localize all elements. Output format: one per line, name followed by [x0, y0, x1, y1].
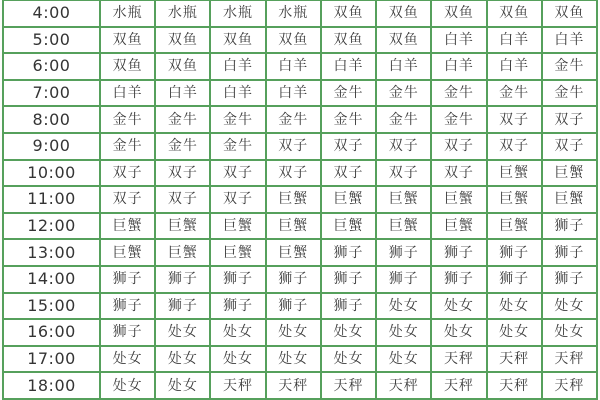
- time-cell: 12:00: [27, 216, 76, 236]
- zodiac-sign-cell: 处女: [320, 320, 375, 345]
- zodiac-sign-cell: 水瓶: [99, 1, 154, 26]
- zodiac-sign-cell: 白羊: [486, 28, 541, 53]
- zodiac-sign-cell: 金牛: [265, 107, 320, 132]
- zodiac-sign-cell: 处女: [265, 320, 320, 345]
- zodiac-sign-cell: 双鱼: [320, 28, 375, 53]
- zodiac-sign-cell: 巨蟹: [265, 187, 320, 212]
- zodiac-sign-cell: 水瓶: [209, 1, 264, 26]
- table-row: [4, 1, 596, 26]
- zodiac-sign-cell: 白羊: [209, 81, 264, 106]
- zodiac-sign-cell: 天秤: [265, 373, 320, 398]
- zodiac-sign-cell: 天秤: [541, 347, 596, 372]
- zodiac-sign-cell: 巨蟹: [375, 187, 430, 212]
- table-row: [4, 238, 596, 265]
- zodiac-sign-cell: 处女: [375, 320, 430, 345]
- table-row: [4, 132, 596, 159]
- zodiac-sign-cell: 处女: [154, 347, 209, 372]
- zodiac-sign-cell: 狮子: [430, 240, 485, 265]
- zodiac-sign-cell: 金牛: [154, 134, 209, 159]
- zodiac-sign-cell: 巨蟹: [320, 214, 375, 239]
- zodiac-sign-cell: 巨蟹: [99, 240, 154, 265]
- zodiac-sign-cell: 处女: [265, 347, 320, 372]
- zodiac-sign-cell: 狮子: [375, 267, 430, 292]
- time-cell: 17:00: [27, 349, 76, 369]
- zodiac-sign-cell: 白羊: [430, 28, 485, 53]
- zodiac-sign-cell: 处女: [375, 347, 430, 372]
- zodiac-sign-cell: 巨蟹: [430, 187, 485, 212]
- zodiac-sign-cell: 双鱼: [320, 1, 375, 26]
- zodiac-sign-cell: 白羊: [99, 81, 154, 106]
- ascendant-zodiac-table: [2, 0, 598, 400]
- table-row: [4, 185, 596, 212]
- zodiac-sign-cell: 双子: [486, 107, 541, 132]
- zodiac-sign-cell: 双鱼: [265, 28, 320, 53]
- zodiac-sign-cell: 白羊: [486, 54, 541, 79]
- zodiac-sign-cell: 处女: [486, 320, 541, 345]
- zodiac-sign-cell: 巨蟹: [541, 187, 596, 212]
- zodiac-sign-cell: 天秤: [375, 373, 430, 398]
- table-row: [4, 345, 596, 372]
- zodiac-sign-cell: 狮子: [154, 267, 209, 292]
- time-cell: 9:00: [32, 136, 71, 156]
- zodiac-sign-cell: 狮子: [320, 267, 375, 292]
- zodiac-sign-cell: 狮子: [154, 294, 209, 319]
- zodiac-sign-cell: 金牛: [320, 81, 375, 106]
- zodiac-sign-cell: 双子: [209, 161, 264, 186]
- zodiac-sign-cell: 金牛: [541, 81, 596, 106]
- zodiac-sign-cell: 金牛: [486, 81, 541, 106]
- zodiac-sign-cell: 金牛: [99, 107, 154, 132]
- zodiac-sign-cell: 天秤: [430, 347, 485, 372]
- zodiac-sign-cell: 水瓶: [265, 1, 320, 26]
- zodiac-sign-cell: 巨蟹: [320, 187, 375, 212]
- zodiac-sign-cell: 双子: [209, 187, 264, 212]
- zodiac-sign-cell: 双鱼: [430, 1, 485, 26]
- zodiac-sign-cell: 金牛: [209, 134, 264, 159]
- table-row: [4, 105, 596, 132]
- zodiac-sign-cell: 天秤: [486, 347, 541, 372]
- time-cell: 11:00: [27, 189, 76, 209]
- zodiac-sign-cell: 巨蟹: [209, 240, 264, 265]
- zodiac-sign-cell: 双子: [541, 107, 596, 132]
- zodiac-sign-cell: 天秤: [209, 373, 264, 398]
- zodiac-sign-cell: 双子: [265, 161, 320, 186]
- zodiac-sign-cell: 金牛: [320, 107, 375, 132]
- zodiac-sign-cell: 狮子: [265, 294, 320, 319]
- zodiac-sign-cell: 双鱼: [154, 54, 209, 79]
- zodiac-sign-cell: 双子: [375, 134, 430, 159]
- zodiac-sign-cell: 双鱼: [99, 54, 154, 79]
- time-cell: 8:00: [32, 109, 71, 129]
- zodiac-sign-cell: 双子: [154, 187, 209, 212]
- zodiac-sign-cell: 处女: [320, 347, 375, 372]
- zodiac-sign-cell: 处女: [209, 320, 264, 345]
- zodiac-sign-cell: 双子: [541, 134, 596, 159]
- zodiac-sign-cell: 金牛: [430, 107, 485, 132]
- zodiac-sign-cell: 双鱼: [99, 28, 154, 53]
- time-cell: 5:00: [32, 29, 71, 49]
- zodiac-sign-cell: 处女: [209, 347, 264, 372]
- zodiac-sign-cell: 巨蟹: [154, 240, 209, 265]
- zodiac-sign-cell: 双子: [320, 161, 375, 186]
- zodiac-sign-cell: 狮子: [320, 294, 375, 319]
- zodiac-sign-cell: 巨蟹: [154, 214, 209, 239]
- zodiac-sign-cell: 天秤: [486, 373, 541, 398]
- table-row: [4, 318, 596, 345]
- zodiac-sign-cell: 狮子: [375, 240, 430, 265]
- zodiac-sign-cell: 巨蟹: [541, 161, 596, 186]
- zodiac-sign-cell: 狮子: [486, 240, 541, 265]
- zodiac-sign-cell: 狮子: [541, 267, 596, 292]
- zodiac-sign-cell: 双子: [99, 161, 154, 186]
- time-cell: 6:00: [32, 56, 71, 76]
- table-row: [4, 292, 596, 319]
- zodiac-sign-cell: 巨蟹: [375, 214, 430, 239]
- zodiac-sign-cell: 狮子: [320, 240, 375, 265]
- zodiac-sign-cell: 白羊: [375, 54, 430, 79]
- zodiac-sign-cell: 双子: [99, 187, 154, 212]
- zodiac-sign-cell: 处女: [99, 373, 154, 398]
- zodiac-sign-cell: 处女: [430, 294, 485, 319]
- zodiac-sign-cell: 狮子: [209, 267, 264, 292]
- zodiac-sign-cell: 巨蟹: [209, 214, 264, 239]
- zodiac-sign-cell: 巨蟹: [265, 240, 320, 265]
- zodiac-sign-cell: 金牛: [541, 54, 596, 79]
- zodiac-sign-cell: 双子: [320, 134, 375, 159]
- zodiac-sign-cell: 狮子: [541, 214, 596, 239]
- zodiac-sign-cell: 双鱼: [209, 28, 264, 53]
- time-cell: 13:00: [27, 242, 76, 262]
- zodiac-sign-cell: 双鱼: [154, 28, 209, 53]
- zodiac-sign-cell: 狮子: [99, 267, 154, 292]
- zodiac-sign-cell: 巨蟹: [486, 214, 541, 239]
- zodiac-sign-cell: 白羊: [209, 54, 264, 79]
- zodiac-sign-cell: 狮子: [430, 267, 485, 292]
- zodiac-sign-cell: 双子: [154, 161, 209, 186]
- table-row: [4, 265, 596, 292]
- zodiac-sign-cell: 双子: [486, 134, 541, 159]
- time-cell: 15:00: [27, 295, 76, 315]
- zodiac-sign-cell: 金牛: [375, 107, 430, 132]
- zodiac-sign-cell: 狮子: [265, 267, 320, 292]
- zodiac-sign-cell: 双鱼: [541, 1, 596, 26]
- zodiac-sign-cell: 金牛: [430, 81, 485, 106]
- time-cell: 14:00: [27, 269, 76, 289]
- zodiac-sign-cell: 白羊: [154, 81, 209, 106]
- table-row: [4, 79, 596, 106]
- time-cell: 4:00: [32, 3, 71, 23]
- zodiac-sign-cell: 狮子: [541, 240, 596, 265]
- zodiac-sign-cell: 处女: [99, 347, 154, 372]
- zodiac-sign-cell: 处女: [154, 320, 209, 345]
- zodiac-sign-cell: 天秤: [541, 373, 596, 398]
- zodiac-sign-cell: 处女: [486, 294, 541, 319]
- table-row: [4, 212, 596, 239]
- zodiac-sign-cell: 双鱼: [375, 1, 430, 26]
- zodiac-sign-cell: 白羊: [265, 81, 320, 106]
- zodiac-sign-cell: 天秤: [320, 373, 375, 398]
- zodiac-sign-cell: 双子: [265, 134, 320, 159]
- zodiac-sign-cell: 巨蟹: [430, 214, 485, 239]
- zodiac-sign-cell: 金牛: [209, 107, 264, 132]
- zodiac-sign-cell: 双鱼: [375, 28, 430, 53]
- table-row: [4, 159, 596, 186]
- zodiac-sign-cell: 双子: [430, 161, 485, 186]
- zodiac-sign-cell: 水瓶: [154, 1, 209, 26]
- zodiac-sign-cell: 处女: [541, 294, 596, 319]
- zodiac-sign-cell: 狮子: [209, 294, 264, 319]
- zodiac-sign-cell: 双子: [430, 134, 485, 159]
- time-cell: 7:00: [32, 83, 71, 103]
- zodiac-sign-cell: 处女: [541, 320, 596, 345]
- zodiac-sign-cell: 巨蟹: [265, 214, 320, 239]
- zodiac-sign-cell: 白羊: [430, 54, 485, 79]
- zodiac-sign-cell: 处女: [154, 373, 209, 398]
- time-cell: 10:00: [27, 162, 76, 182]
- zodiac-sign-cell: 双鱼: [486, 1, 541, 26]
- zodiac-sign-cell: 巨蟹: [99, 214, 154, 239]
- zodiac-sign-cell: 处女: [430, 320, 485, 345]
- zodiac-sign-cell: 金牛: [99, 134, 154, 159]
- zodiac-sign-cell: 巨蟹: [486, 161, 541, 186]
- zodiac-sign-cell: 白羊: [265, 54, 320, 79]
- table-row: [4, 52, 596, 79]
- zodiac-sign-cell: 狮子: [99, 294, 154, 319]
- zodiac-sign-cell: 双子: [375, 161, 430, 186]
- zodiac-sign-cell: 金牛: [375, 81, 430, 106]
- zodiac-sign-cell: 巨蟹: [486, 187, 541, 212]
- time-cell: 16:00: [27, 322, 76, 342]
- zodiac-sign-cell: 狮子: [486, 267, 541, 292]
- table-row: [4, 26, 596, 53]
- table-row: [4, 371, 596, 398]
- zodiac-sign-cell: 白羊: [541, 28, 596, 53]
- zodiac-sign-cell: 狮子: [99, 320, 154, 345]
- time-cell: 18:00: [27, 375, 76, 395]
- zodiac-sign-cell: 处女: [375, 294, 430, 319]
- zodiac-sign-cell: 天秤: [430, 373, 485, 398]
- zodiac-sign-cell: 金牛: [154, 107, 209, 132]
- zodiac-sign-cell: 白羊: [320, 54, 375, 79]
